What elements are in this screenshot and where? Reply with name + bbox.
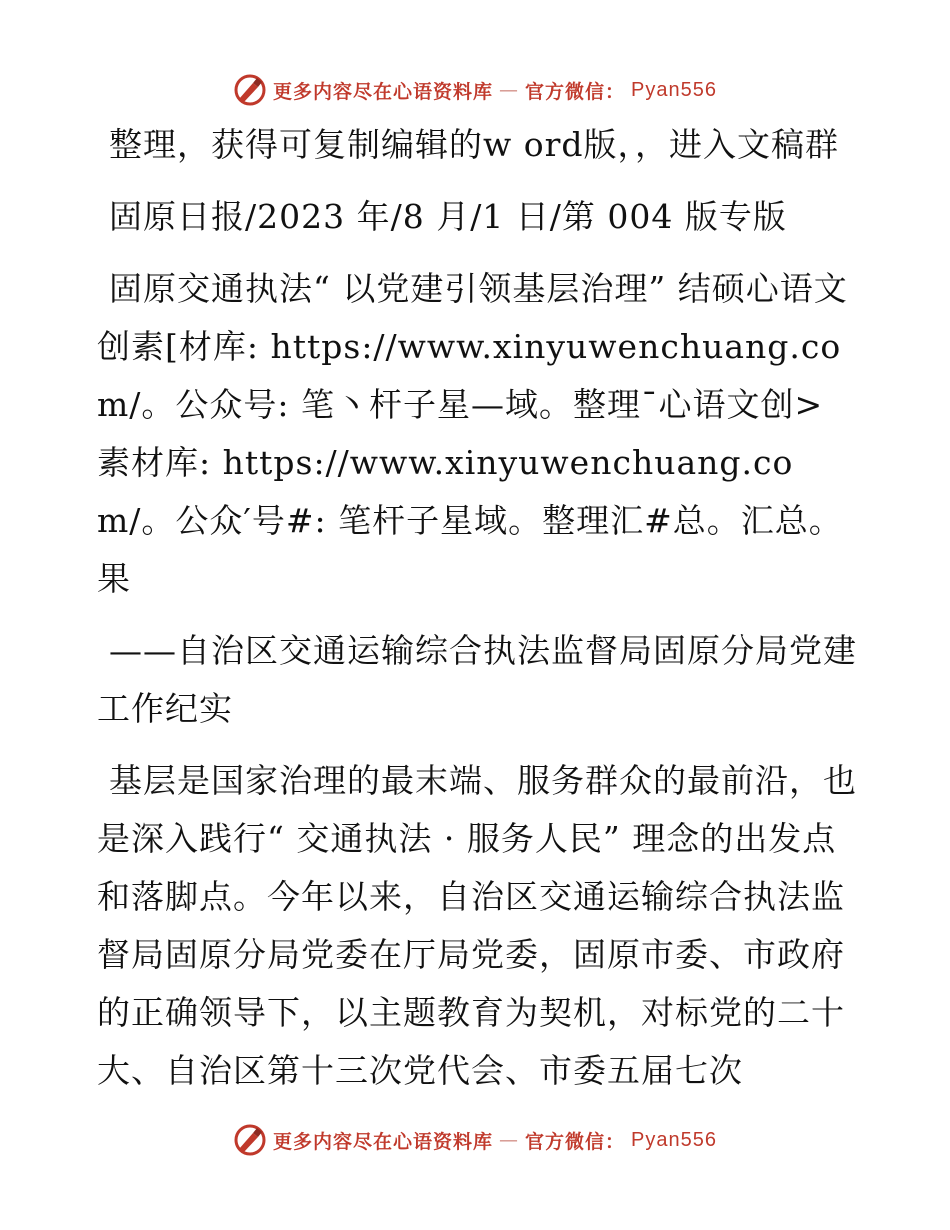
banner-main-text: 更多内容尽在心语资料库 [273,80,494,103]
banner-wechat-id: Pyan556 [631,78,717,101]
paragraph-subheadline: ——自治区交通运输综合执法监督局固原分局党建工作纪实 [97,631,857,728]
banner-wechat-label: 官方微信： [525,80,626,103]
banner-dash: — [499,1129,520,1151]
paragraph-headline: 固原交通执法“ 以党建引领基层治理” 结硕心语文创素[材库: https://www.xinyuwenchuang.com/。公众号: 笔丶杆子星—域。整理¯心语文创>素材库: https://www.xinyuwenchuang.com/。公众′号#: 笔杆子星域。整理汇#总。汇总。果 [97,269,848,598]
footer-watermark-banner [0,1122,950,1158]
paragraph-source-line: 固原日报/2023 年/8 月/1 日/第 004 版专版 [109,197,787,236]
header-watermark-banner [0,72,950,108]
paragraph-body: 基层是国家治理的最末端、服务群众的最前沿，也是深入践行“ 交通执法 · 服务人民” 理念的出发点和落脚点。今年以来，自治区交通运输综合执法监督局固原分局党委在厅局党委，固原市委、市政府的正确领导下，以主题教育为契机，对标党的二十大、自治区第十三次党代会、市委五届七次 [97,761,857,1090]
banner-wechat-id: Pyan556 [631,1128,717,1151]
banner-main-text: 更多内容尽在心语资料库 [273,1130,494,1153]
banner-wechat-label: 官方微信： [525,1130,626,1153]
banner-dash: — [499,79,520,101]
pen-seal-logo-icon [233,1123,267,1157]
paragraph-intro-note: 整理，获得可复制编辑的w ord版，，进入文稿群 [109,125,840,164]
document-body [97,116,857,1114]
pen-seal-logo-icon [233,73,267,107]
